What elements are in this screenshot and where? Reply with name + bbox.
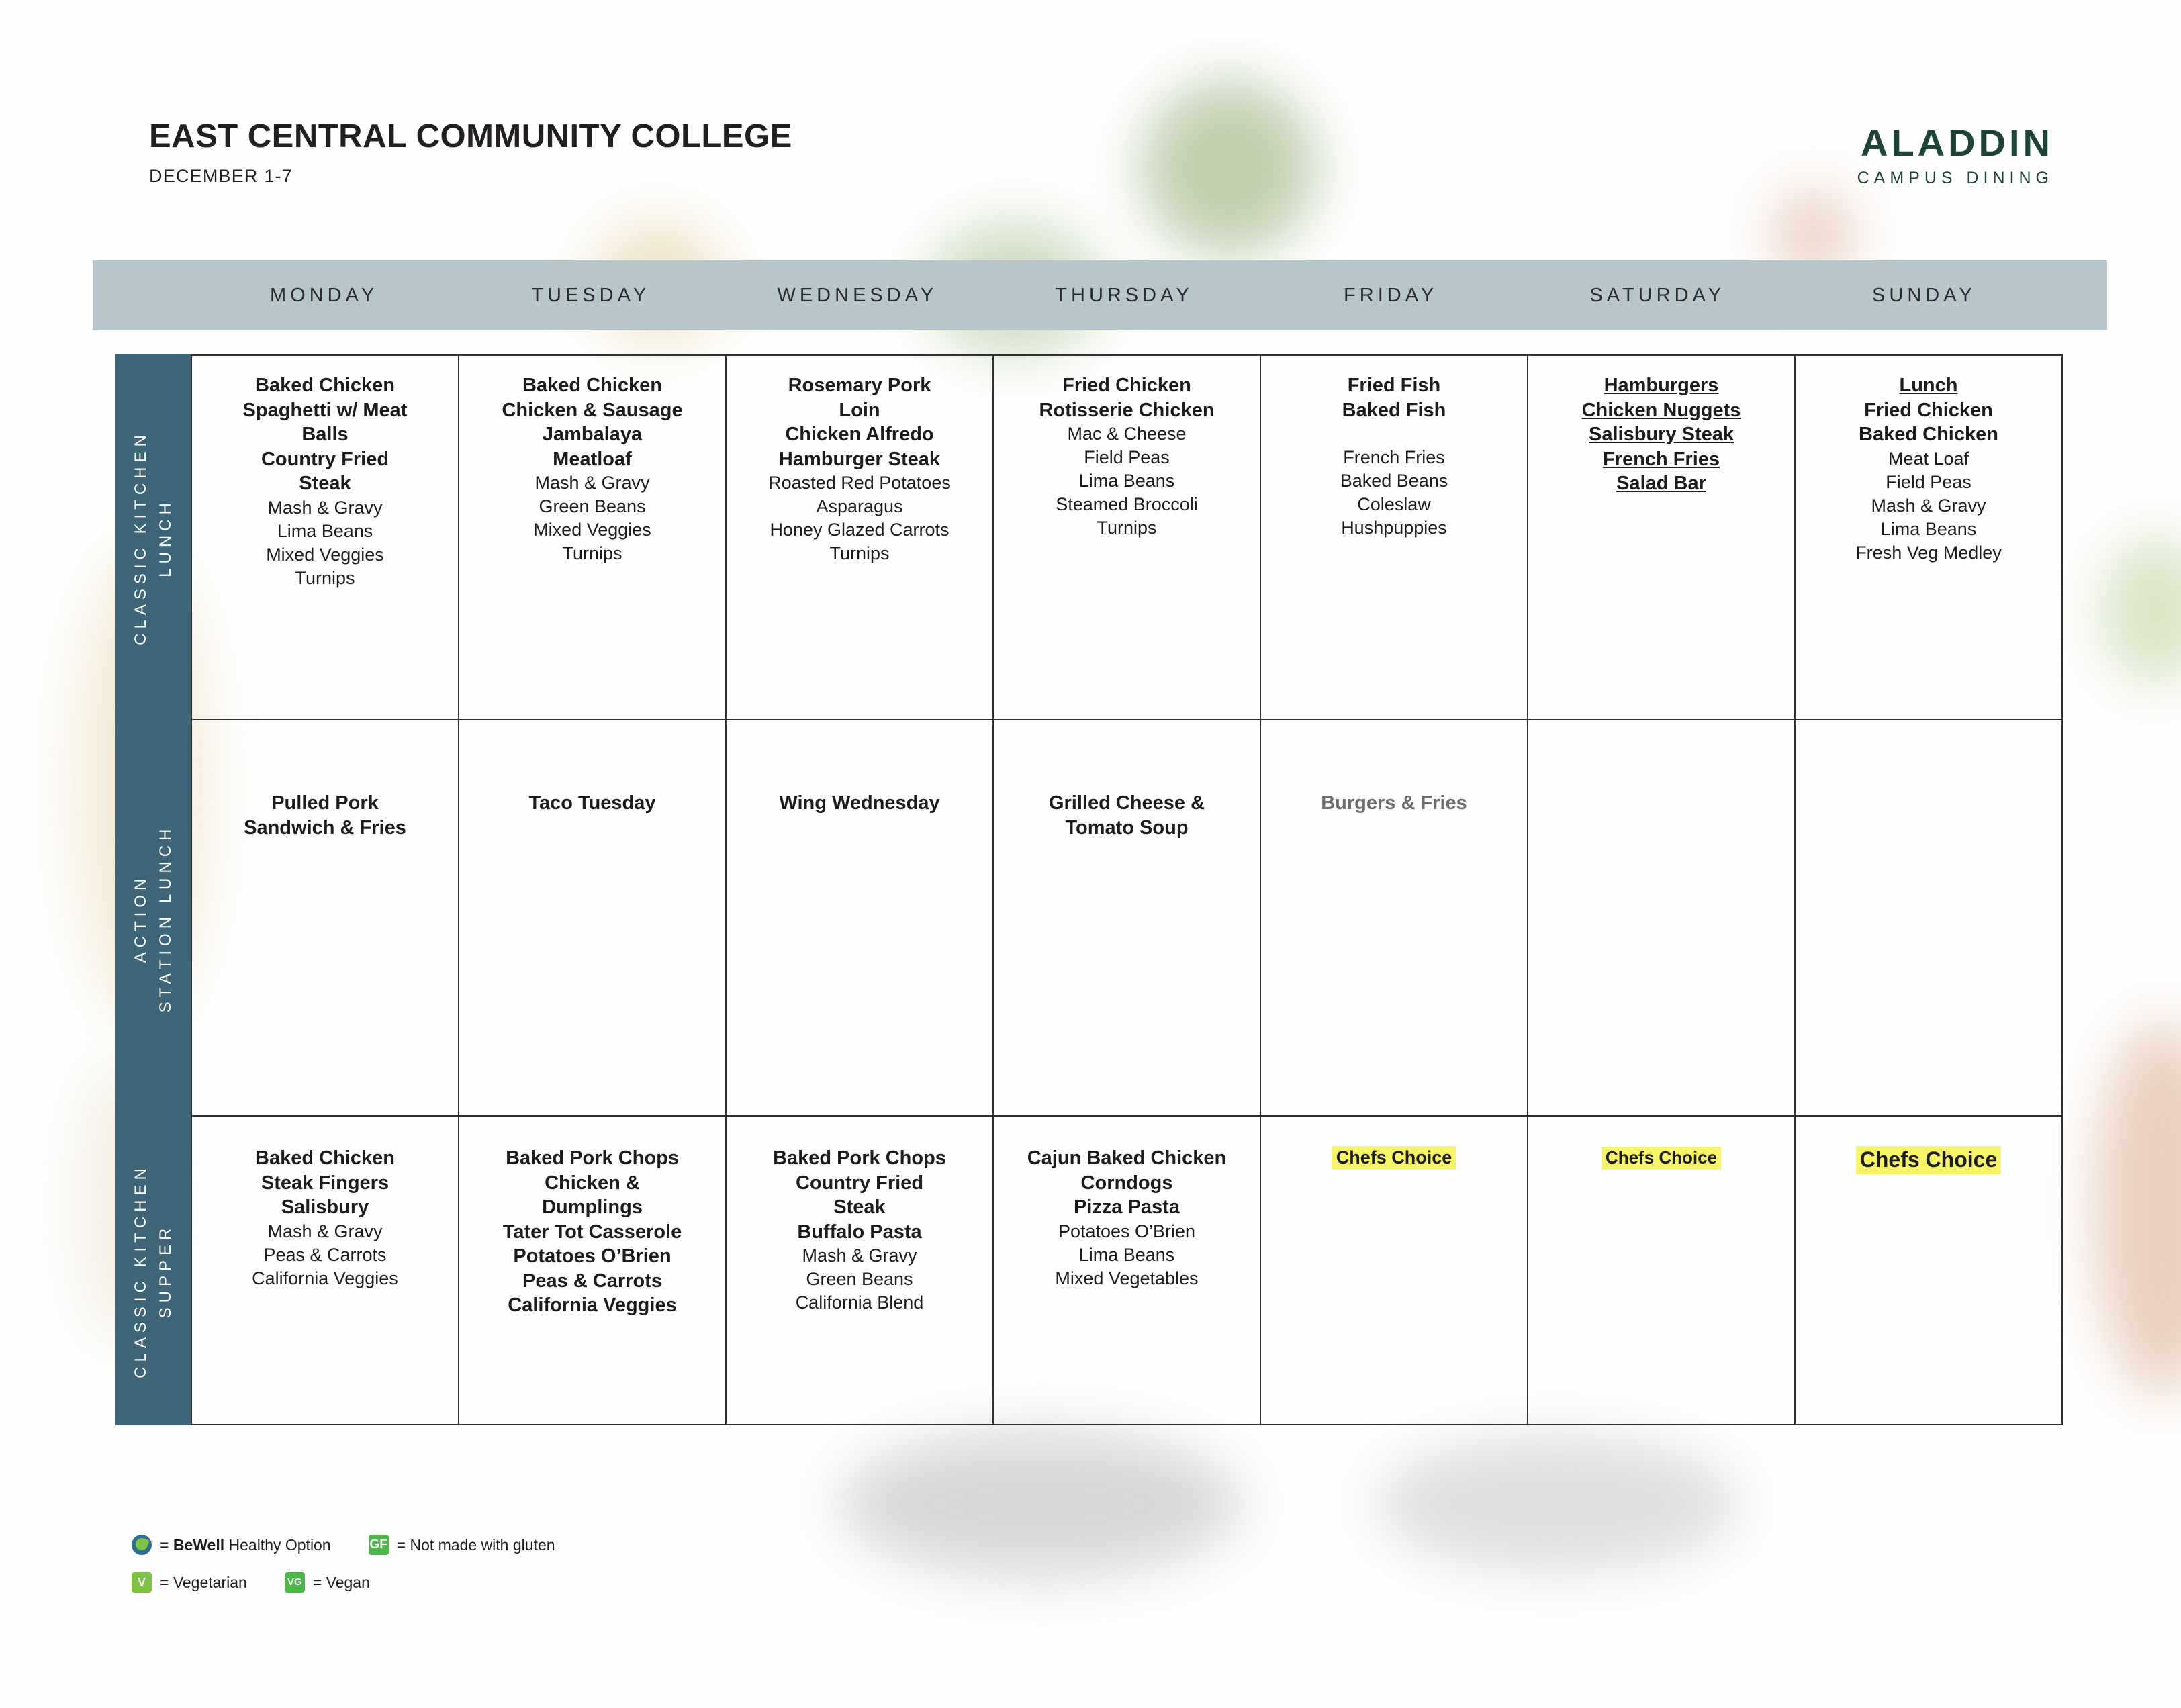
scan-artifact [1142, 81, 1316, 255]
menu-item: Baked Chicken [255, 1147, 395, 1169]
page-title: EAST CENTRAL COMMUNITY COLLEGE [149, 118, 792, 154]
menu-item [1391, 422, 1397, 446]
menu-row [115, 1117, 2063, 1425]
menu-item: Mixed Veggies [533, 520, 651, 540]
menu-cell-sunday [1794, 356, 2061, 719]
menu-item: Baked Fish [1342, 399, 1446, 421]
menu-item: Grilled Cheese & [1048, 792, 1205, 814]
menu-item: Lunch [1899, 375, 1958, 396]
menu-item: Turnips [829, 543, 890, 564]
menu-cell-thursday [992, 1117, 1260, 1424]
menu-cell-friday [1260, 356, 1527, 719]
menu-item: Balls [301, 424, 349, 446]
menu-cell-sunday [1794, 1117, 2061, 1424]
menu-cell-saturday [1527, 720, 1794, 1115]
scan-artifact [2102, 537, 2181, 685]
menu-item: Corndogs [1080, 1172, 1173, 1194]
menu-item: Fried Chicken [1062, 375, 1191, 396]
legend-label: = BeWell Healthy Option [160, 1535, 331, 1554]
menu-item: Mash & Gravy [535, 473, 650, 493]
gluten-free-icon: GF [369, 1535, 389, 1555]
menu-item: Steak [299, 473, 351, 495]
legend-item [132, 1572, 247, 1593]
menu-row-cells [191, 1117, 2063, 1425]
bewell-icon [132, 1535, 152, 1555]
scan-artifact [839, 1430, 1242, 1578]
menu-item: Baked Pork Chops [773, 1147, 946, 1169]
menu-item: Rosemary Pork [788, 375, 931, 396]
legend-row [132, 1572, 593, 1593]
brand-tagline: CAMPUS DINING [1857, 169, 2053, 187]
menu-item: Fried Chicken [1864, 399, 1993, 421]
menu-cell-wednesday [725, 356, 992, 719]
menu-item: Asparagus [816, 496, 903, 517]
legend [132, 1535, 593, 1610]
menu-row [115, 720, 2063, 1117]
chefs-choice-highlight: Chefs Choice [1602, 1147, 1721, 1170]
scan-artifact [1377, 1437, 1739, 1571]
menu-cell-saturday [1527, 1117, 1794, 1424]
menu-item: Hushpuppies [1341, 518, 1447, 538]
menu-item: Turnips [562, 543, 622, 564]
menu-item: Tater Tot Casserole [502, 1221, 682, 1243]
menu-item: Lima Beans [277, 520, 373, 541]
menu-item [1856, 1146, 2001, 1174]
menu-item: Baked Chicken [522, 375, 662, 396]
menu-cell-thursday [992, 356, 1260, 719]
menu-item: Fresh Veg Medley [1855, 542, 2002, 563]
menu-item: Chicken Nuggets [1581, 399, 1741, 421]
menu-item: Green Beans [806, 1269, 913, 1290]
menu-item: Fried Fish [1347, 375, 1441, 396]
menu-item: Turnips [295, 567, 355, 588]
menu-item: Potatoes O’Brien [1058, 1221, 1196, 1241]
date-range: DECEMBER 1-7 [149, 166, 293, 186]
menu-item: Chicken & Sausage [502, 399, 683, 421]
menu-cell-tuesday [458, 1117, 725, 1424]
menu-cell-friday [1260, 1117, 1527, 1424]
day-header-row [191, 260, 2057, 330]
chefs-choice-highlight: Chefs Choice [1332, 1146, 1456, 1170]
menu-cell-wednesday [725, 720, 992, 1115]
menu-item: Turnips [1097, 518, 1157, 538]
menu-item: Country Fried [795, 1172, 924, 1194]
menu-cell-sunday [1794, 720, 2061, 1115]
day-header-saturday: SATURDAY [1589, 284, 1726, 306]
menu-item: Meatloaf [553, 448, 632, 470]
rail-text: ACTION STATION LUNCH [131, 824, 175, 1013]
menu-item: Wing Wednesday [779, 792, 940, 814]
menu-item: Hamburger Steak [778, 448, 941, 470]
menu-item: Mixed Vegetables [1055, 1268, 1199, 1288]
menu-item: Peas & Carrots [263, 1244, 387, 1265]
menu-item [1332, 1146, 1456, 1170]
menu-cell-tuesday [458, 720, 725, 1115]
menu-cell-tuesday [458, 356, 725, 719]
menu-item: Tomato Soup [1065, 816, 1189, 839]
day-header-wednesday: WEDNESDAY [777, 284, 938, 306]
menu-item: Mash & Gravy [267, 497, 383, 518]
chefs-choice-highlight: Chefs Choice [1856, 1146, 2001, 1174]
menu-item: Baked Beans [1340, 471, 1448, 491]
menu-cell-monday [191, 356, 458, 719]
menu-item: Mash & Gravy [1871, 495, 1986, 516]
menu-item: Field Peas [1886, 471, 1971, 492]
menu-item: Salisbury Steak [1589, 424, 1734, 446]
menu-item: Steamed Broccoli [1056, 494, 1198, 515]
row-rail-label [115, 720, 191, 1117]
menu-item: Meat Loaf [1888, 448, 1969, 469]
menu-item: Rotisserie Chicken [1039, 399, 1215, 421]
menu-item: Roasted Red Potatoes [768, 473, 951, 493]
menu-item: French Fries [1602, 448, 1720, 470]
menu-cell-thursday [992, 720, 1260, 1115]
menu-cell-monday [191, 1117, 458, 1424]
menu-item: Chicken & [545, 1172, 640, 1194]
menu-item: Pizza Pasta [1074, 1196, 1180, 1219]
menu-item: Burgers & Fries [1321, 792, 1467, 814]
menu-item: Lima Beans [1078, 1244, 1175, 1265]
menu-item: Spaghetti w/ Meat [242, 399, 408, 421]
day-header-sunday: SUNDAY [1872, 284, 1976, 306]
rail-text: CLASSIC KITCHEN LUNCH [131, 430, 175, 645]
vegan-icon: VG [285, 1572, 305, 1593]
document-header [149, 117, 792, 187]
menu-item: Mac & Cheese [1067, 424, 1187, 444]
legend-label: = Vegan [312, 1573, 370, 1591]
menu-item: Baked Chicken [1859, 424, 1998, 446]
vegetarian-icon: V [132, 1572, 152, 1593]
menu-item: Country Fried [261, 448, 389, 470]
day-header-monday: MONDAY [270, 284, 379, 306]
menu-item: Honey Glazed Carrots [770, 520, 949, 540]
menu-item: Dumplings [542, 1196, 643, 1219]
row-rail-label [115, 354, 191, 720]
menu-item: Mash & Gravy [802, 1245, 917, 1266]
menu-row-cells [191, 354, 2063, 720]
menu-item: California Veggies [508, 1294, 677, 1317]
brand-logo [1857, 121, 2053, 188]
menu-item: Buffalo Pasta [797, 1221, 922, 1243]
menu-item: Loin [839, 399, 880, 421]
menu-item: Steak Fingers [261, 1172, 389, 1194]
menu-cell-friday [1260, 720, 1527, 1115]
brand-name: ALADDIN [1861, 122, 2053, 164]
menu-row-cells [191, 720, 2063, 1117]
menu-grid [115, 354, 2063, 1425]
menu-item: Mixed Veggies [266, 544, 384, 565]
menu-item: Lima Beans [1078, 471, 1175, 491]
legend-row [132, 1535, 593, 1555]
menu-item: Potatoes O’Brien [513, 1245, 671, 1268]
menu-item: California Blend [795, 1292, 924, 1313]
menu-item: Pulled Pork [271, 792, 379, 814]
menu-item [1602, 1146, 1721, 1170]
menu-item: Peas & Carrots [522, 1270, 662, 1292]
menu-item: Cajun Baked Chicken [1027, 1147, 1227, 1169]
menu-item: Chicken Alfredo [785, 424, 934, 446]
menu-item: Salad Bar [1616, 473, 1706, 495]
menu-item: French Fries [1343, 447, 1445, 468]
menu-item: Lima Beans [1880, 518, 1977, 539]
legend-label: = Not made with gluten [396, 1535, 555, 1554]
menu-item: Steak [833, 1196, 886, 1219]
row-rail-label [115, 1117, 191, 1425]
menu-item: Hamburgers [1604, 375, 1719, 396]
menu-item: Jambalaya [542, 424, 643, 446]
day-header-tuesday: TUESDAY [531, 284, 651, 306]
menu-row [115, 354, 2063, 720]
scan-artifact [2095, 1021, 2181, 1396]
menu-cell-monday [191, 720, 458, 1115]
menu-item: Baked Pork Chops [506, 1147, 679, 1169]
day-header-thursday: THURSDAY [1055, 284, 1193, 306]
menu-item: Sandwich & Fries [244, 816, 406, 839]
legend-item [285, 1572, 370, 1593]
menu-cell-wednesday [725, 1117, 992, 1424]
rail-text: CLASSIC KITCHEN SUPPER [131, 1164, 175, 1378]
menu-item: Salisbury [281, 1196, 369, 1219]
menu-item: Coleslaw [1357, 494, 1431, 515]
legend-label: = Vegetarian [160, 1573, 247, 1591]
menu-cell-saturday [1527, 356, 1794, 719]
legend-item [369, 1535, 555, 1555]
day-header-friday: FRIDAY [1344, 284, 1438, 306]
legend-item [132, 1535, 331, 1555]
menu-item: Mash & Gravy [267, 1221, 383, 1241]
menu-item: Baked Chicken [255, 375, 395, 396]
menu-item: California Veggies [252, 1268, 398, 1288]
menu-item: Taco Tuesday [528, 792, 656, 814]
menu-item: Field Peas [1084, 447, 1170, 468]
menu-item: Green Beans [539, 496, 646, 517]
